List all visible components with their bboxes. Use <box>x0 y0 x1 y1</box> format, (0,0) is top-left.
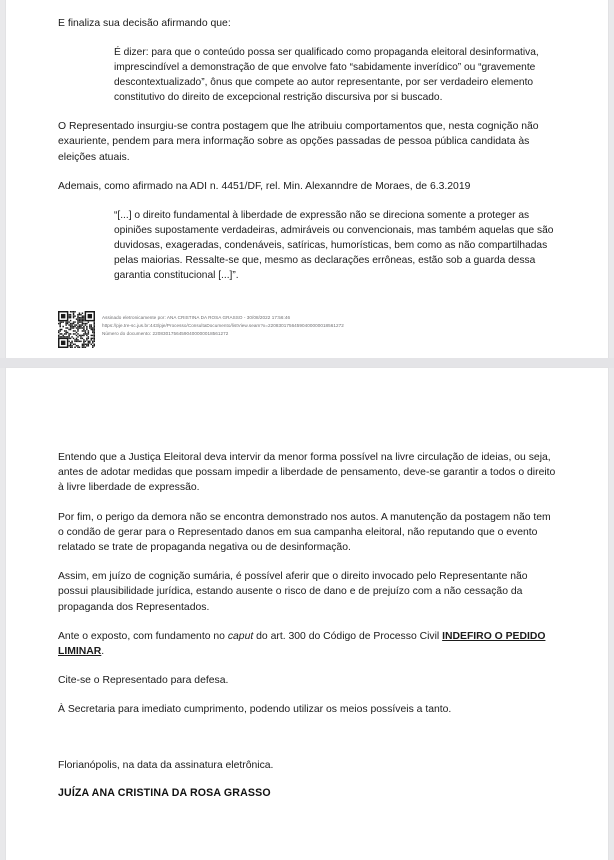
qr-code-icon <box>58 311 95 348</box>
paragraph-place-date: Florianópolis, na data da assinatura eletrônica. <box>58 759 274 771</box>
paragraph: E finaliza sua decisão afirmando que: <box>58 18 231 29</box>
document-page <box>6 0 608 358</box>
verification-url-line[interactable]: https://pje.tre-sc.jus.br:443/pje/Processo/ConsultaDocumento/listView.seam?x=22083017564590400000018561272 <box>102 323 344 329</box>
signed-by-line: Assinado eletronicamente por: ANA CRISTINA DA ROSA GRASSO - 30/08/2022 17:56:46 <box>102 315 291 320</box>
text-segment-normal: Ante o exposto, com fundamento no <box>58 630 228 642</box>
blockquote: É dizer: para que o conteúdo possa ser qualificado como propaganda eleitoral desinformativa, imprescindível a demonstração de que envolve fato “sabidamente inverídico” ou “gravemente descontextualizado”, ônus que compete ao autor representante, por ser verdadeiro elemento constitutivo do direito de excepcional restrição discursiva por si buscado. <box>114 47 539 104</box>
document-page <box>6 368 608 860</box>
paragraph: Por fim, o perigo da demora não se encontra demonstrado nos autos. A manutenção da postagem não tem o condão de gerar para o Representado danos em sua campanha eleitoral, não reputando que o evento relatado se trate de propaganda negativa ou de desinformação. <box>58 511 551 554</box>
signature-stamp <box>58 310 556 348</box>
paragraph: Entendo que a Justiça Eleitoral deva intervir da menor forma possível na livre circulação de ideias, ou seja, antes de adotar medidas que possam impedir a liberdade de pensamento, deve-se garantir a todos o direito à livre liberdade de expressão. <box>58 452 556 494</box>
judge-signature-name: JUÍZA ANA CRISTINA DA ROSA GRASSO <box>58 786 271 799</box>
text-segment-bold-underline: INDEFIRO O PEDIDO LIMINAR <box>58 630 546 658</box>
page-separator <box>0 358 614 368</box>
text-segment-normal: do art. 300 do Código de Processo Civil <box>253 630 443 642</box>
paragraph: O Representado insurgiu-se contra postagem que lhe atribuiu comportamentos que, nesta cognição não exauriente, pendem para mera informação sobre as opções passadas de pessoa pública candidata às eleições atuais. <box>58 121 539 163</box>
paragraph: Ademais, como afirmado na ADI n. 4451/DF, rel. Min. Alexanndre de Moraes, de 6.3.2019 <box>58 180 471 192</box>
document-number-line: Número do documento: 22083017564590400000018561272 <box>102 331 229 337</box>
paragraph: À Secretaria para imediato cumprimento, podendo utilizar os meios possíveis a tanto. <box>58 704 452 716</box>
paragraph-decision <box>58 629 556 659</box>
paragraph: Assim, em juízo de cognição sumária, é possível aferir que o direito invocado pelo Representante não possui plausibilidade jurídica, estando ausente o risco de dano e de prejuízo com a não cessação da propaganda dos Representados. <box>58 571 528 613</box>
paragraph: Cite-se o Representado para defesa. <box>58 675 229 687</box>
text-segment-normal: . <box>101 646 105 658</box>
text-segment-italic: caput <box>227 630 254 642</box>
blockquote: “[...] o direito fundamental à liberdade de expressão não se direciona somente a proteger as opiniões supostamente verdadeiras, admiráveis ou convencionais, mas também aquelas que são duvidosas, exageradas, condenáveis, satíricas, humorísticas, bem como as não compartilhadas pelas maiorias. Ressalte-se que, mesmo as declarações errôneas, estão sob a guarda dessa garantia constitucional [...]”. <box>114 210 554 282</box>
